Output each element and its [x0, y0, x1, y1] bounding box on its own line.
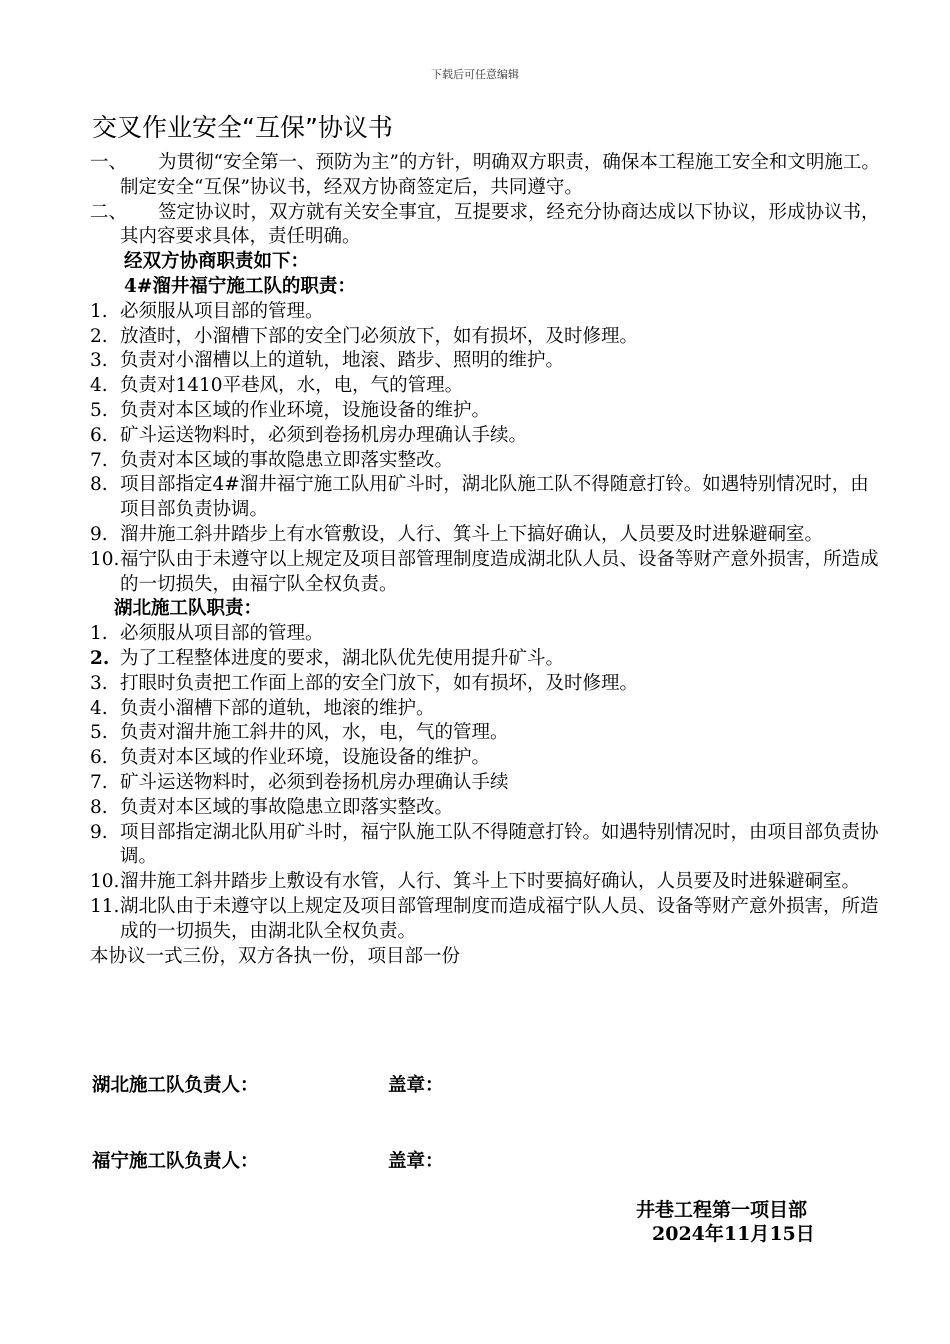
list-item: 2. 放渣时，小溜槽下部的安全门必须放下，如有损坏，及时修理。	[90, 325, 639, 347]
list-item: 6. 负责对本区域的作业环境，设施设备的维护。	[90, 747, 491, 769]
list-item: 3. 负责对小溜槽以上的道轨，地滚、踏步、照明的维护。	[90, 350, 565, 372]
intro-clause-1	[90, 151, 880, 201]
list-item: 10. 福宁队由于未遵守以上规定及项目部管理制度造成湖北队人员、设备等财产意外损害，所造成的一切损失，由福宁队全权负责。	[90, 548, 879, 595]
document-body	[90, 151, 880, 969]
signature-label: 福宁施工队负责人：	[92, 1151, 259, 1172]
list-item: 2. 为了工程整体进度的要求，湖北队优先使用提升矿斗。	[90, 647, 565, 669]
list-item: 9. 溜井施工斜井踏步上有水管敷设，人行、箕斗上下搞好确认，人员要及时进躲避硐室。	[90, 523, 824, 545]
copies-note: 本协议一式三份，双方各执一份，项目部一份	[90, 945, 461, 967]
list-item: 5. 负责对溜井施工斜井的风，水，电，气的管理。	[90, 722, 509, 744]
list-item: 3. 打眼时负责把工作面上部的安全门放下，如有损坏，及时修理。	[90, 672, 639, 694]
list-item: 1. 必须服从项目部的管理。	[90, 623, 324, 645]
signature-line-funing	[92, 1147, 444, 1173]
list-item: 11. 湖北队由于未遵守以上规定及项目部管理制度而造成福宁队人员、设备等财产意外损害，所造成的一切损失，由湖北队全权负责。	[90, 895, 879, 942]
list-item: 4. 负责对1410平巷风，水，电，气的管理。	[90, 375, 464, 397]
list-item: 5. 负责对本区域的作业环境，设施设备的维护。	[90, 399, 491, 421]
list-item: 8. 项目部指定4#溜井福宁施工队用矿斗时，湖北队施工队不得随意打铃。如遇特别情况时，由项目部负责协调。	[90, 474, 869, 521]
team2-duty-list	[90, 622, 880, 944]
list-item: 1. 必须服从项目部的管理。	[90, 300, 324, 322]
clause-text: 签定协议时，双方就有关安全事宜，互提要求，经充分协商达成以下协议，形成协议书，其内容要求具体，责任明确。	[120, 201, 880, 248]
list-item: 8. 负责对本区域的事故隐患立即落实整改。	[90, 796, 454, 818]
seal-label: 盖章：	[388, 1151, 444, 1172]
list-item: 9. 项目部指定湖北队用矿斗时，福宁队施工队不得随意打铃。如遇特别情况时，由项目部负责协调。	[90, 821, 879, 868]
org-name: 井巷工程第一项目部	[636, 1199, 808, 1221]
clause-marker: 二、	[90, 201, 128, 223]
document-title: 交叉作业安全“互保”协议书	[92, 113, 393, 142]
list-item: 4. 负责小溜槽下部的道轨，地滚的维护。	[90, 697, 435, 719]
signature-label: 湖北施工队负责人：	[92, 1075, 259, 1096]
agreed-heading: 经双方协商职责如下：	[124, 251, 310, 273]
team1-duty-list	[90, 300, 880, 598]
clause-text: 为贯彻“安全第一、预防为主”的方针，明确双方职责，确保本工程施工安全和文明施工。制定安全“互保”协议书，经双方协商签定后，共同遵守。	[120, 152, 880, 198]
team1-heading: 4#溜井福宁施工队的职责：	[124, 275, 356, 297]
list-item: 10. 溜井施工斜井踏步上敷设有水管，人行、箕斗上下时要搞好确认，人员要及时进躲避硐室。	[90, 871, 861, 893]
header-note: 下载后可任意编辑	[431, 68, 519, 81]
intro-clause-2	[90, 201, 880, 251]
team2-heading: 湖北施工队职责：	[114, 598, 263, 620]
signature-line-hubei	[92, 1071, 444, 1097]
seal-label: 盖章：	[388, 1075, 444, 1096]
list-item: 6. 矿斗运送物料时，必须到卷扬机房办理确认手续。	[90, 424, 528, 446]
document-date: 2024年11月15日	[652, 1223, 815, 1245]
clause-marker: 一、	[90, 152, 128, 173]
list-item: 7. 负责对本区域的事故隐患立即落实整改。	[90, 449, 454, 471]
list-item: 7. 矿斗运送物料时，必须到卷扬机房办理确认手续	[90, 771, 509, 793]
